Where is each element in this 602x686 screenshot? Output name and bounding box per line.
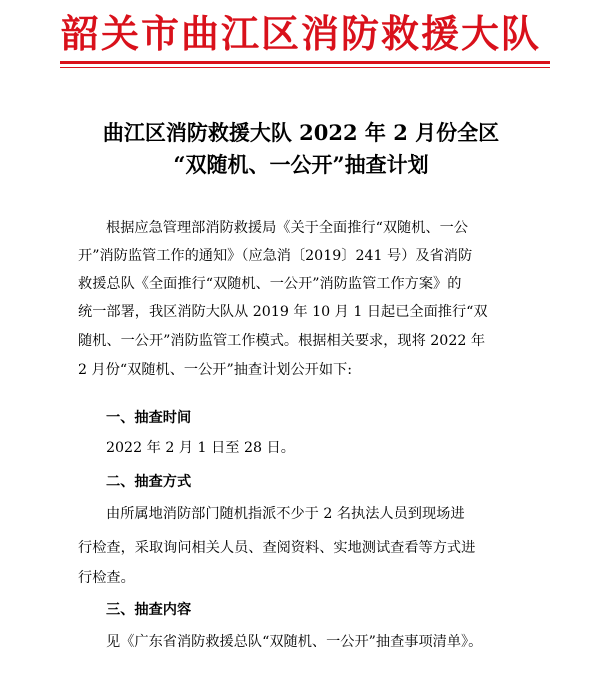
- intro-line: 统一部署，我区消防大队从 2019 年 10 月 1 日起已全面推行“双: [78, 304, 488, 320]
- section-method-line: 行检查。: [78, 570, 135, 586]
- intro-line: 救援总队《全面推行“双随机、一公开”消防监管工作方案》的: [78, 276, 462, 292]
- intro-line: 随机、一公开”消防监管工作模式。根据相关要求，现将 2022 年: [78, 333, 486, 349]
- section-content-line: 见《广东省消防救援总队“双随机、一公开”抽查事项清单》。: [106, 634, 483, 650]
- org-header-title: 韶关市曲江区消防救援大队: [60, 11, 541, 56]
- section-heading-content: 三、抽查内容: [106, 602, 192, 618]
- section-method-line: 行检查，采取询问相关人员、查阅资料、实地测试查看等方式进: [78, 540, 476, 556]
- document-title-line-1: 曲江区消防救援大队 2022 年 2 月份全区: [102, 120, 500, 145]
- intro-line: 开”消防监管工作的通知》（应急消〔2019〕241 号）及省消防: [78, 248, 473, 264]
- section-heading-time: 一、抽查时间: [106, 410, 192, 426]
- header-rule-thick: [60, 61, 550, 64]
- section-time-line: 2022 年 2 月 1 日至 28 日。: [106, 440, 295, 456]
- header-rule-thin: [60, 67, 550, 68]
- intro-line: 根据应急管理部消防救援局《关于全面推行“双随机、一公: [106, 220, 468, 236]
- section-heading-method: 二、抽查方式: [106, 474, 192, 490]
- intro-line: 2 月份“双随机、一公开”抽查计划公开如下:: [78, 362, 353, 378]
- section-method-line: 由所属地消防部门随机指派不少于 2 名执法人员到现场进: [106, 506, 465, 522]
- document-title-line-2: “双随机、一公开”抽查计划: [173, 152, 429, 177]
